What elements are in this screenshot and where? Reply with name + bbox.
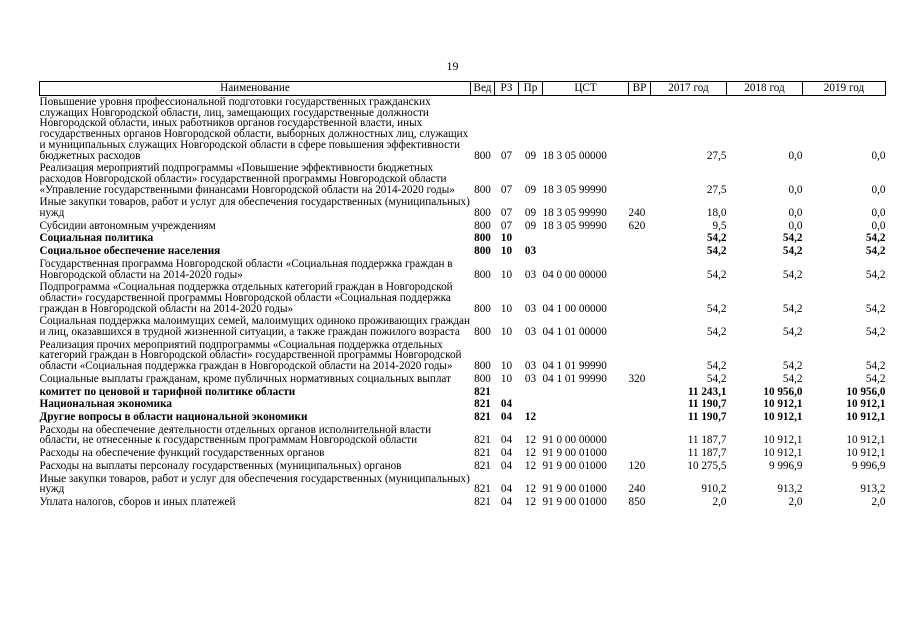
row-pr: 12 xyxy=(524,495,537,508)
row-vr xyxy=(629,339,651,373)
row-value-2018: 10 912,1 xyxy=(763,410,803,423)
row-pr: 03 xyxy=(524,372,537,385)
row-value-2017: 11 187,7 xyxy=(687,434,727,447)
row-vr xyxy=(629,162,651,196)
table-row xyxy=(40,162,886,196)
row-pr: 09 xyxy=(524,149,537,162)
table-header xyxy=(40,82,886,96)
row-cst: 91 9 00 01000 xyxy=(542,459,607,472)
row-pr: 12 xyxy=(524,483,537,496)
row-ved: 800 xyxy=(474,207,491,220)
row-value-2018: 54,2 xyxy=(782,326,803,339)
row-name: Национальная экономика xyxy=(39,398,172,411)
row-ved: 821 xyxy=(474,385,491,398)
header-pr: Пр xyxy=(519,82,543,96)
row-vr: 620 xyxy=(628,219,646,232)
row-value-2019: 0,0 xyxy=(871,219,886,232)
row-cst: 04 1 01 00000 xyxy=(542,326,607,339)
row-value-2019: 54,2 xyxy=(865,372,886,385)
row-name: Расходы на выплаты персоналу государственных (муниципальных) органов xyxy=(39,459,402,472)
row-name: Расходы на обеспечение функций государственных органов xyxy=(39,447,325,460)
row-rz: 10 xyxy=(500,372,513,385)
row-value-2018: 0,0 xyxy=(788,207,803,220)
row-value-2017: 27,5 xyxy=(706,149,727,162)
row-pr xyxy=(519,232,543,245)
table-row xyxy=(40,424,886,447)
header-ved: Вед xyxy=(471,82,495,96)
row-vr xyxy=(629,411,651,424)
row-value-2017: 54,2 xyxy=(706,360,727,373)
row-name: Государственная программа Новгородской области «Социальная поддержка граждан в Новгородской области на 2014-2020 годы» xyxy=(39,257,453,281)
table-row xyxy=(40,496,886,509)
row-rz xyxy=(495,386,519,399)
row-value-2017: 54,2 xyxy=(706,326,727,339)
row-value-2018: 0,0 xyxy=(788,183,803,196)
row-ved: 800 xyxy=(474,326,491,339)
row-name: Иные закупки товаров, работ и услуг для обеспечения государственных (муниципальных) нужд xyxy=(39,472,470,496)
header-2019: 2019 год xyxy=(803,82,886,96)
row-value-2019: 10 912,1 xyxy=(846,447,886,460)
row-value-2018: 2,0 xyxy=(788,495,803,508)
row-value-2017: 11 187,7 xyxy=(687,447,727,460)
row-value-2019: 54,2 xyxy=(865,232,886,245)
row-vr xyxy=(629,281,651,315)
row-cst: 04 1 00 00000 xyxy=(542,302,607,315)
row-pr: 12 xyxy=(524,410,537,423)
row-value-2019: 10 912,1 xyxy=(846,410,886,423)
row-value-2017: 54,2 xyxy=(706,232,727,245)
row-name: Социальное обеспечение населения xyxy=(39,245,221,258)
table-row xyxy=(40,447,886,460)
row-pr: 09 xyxy=(524,183,537,196)
row-pr: 09 xyxy=(524,219,537,232)
row-value-2019: 54,2 xyxy=(865,245,886,258)
row-name: комитет по ценовой и тарифной политике области xyxy=(39,385,296,398)
row-cst: 18 3 05 99990 xyxy=(542,207,607,220)
header-cst: ЦСТ xyxy=(543,82,629,96)
row-ved: 821 xyxy=(474,410,491,423)
header-2017: 2017 год xyxy=(651,82,727,96)
header-row xyxy=(40,82,886,96)
table-row xyxy=(40,473,886,496)
row-value-2018: 54,2 xyxy=(782,232,803,245)
row-vr xyxy=(629,245,651,258)
row-value-2019: 54,2 xyxy=(865,360,886,373)
table-row xyxy=(40,460,886,473)
row-vr xyxy=(629,447,651,460)
row-cst: 18 3 05 00000 xyxy=(542,149,607,162)
header-name: Наименование xyxy=(40,82,471,96)
row-cst: 91 9 00 01000 xyxy=(542,447,607,460)
row-vr xyxy=(629,232,651,245)
table-row xyxy=(40,245,886,258)
row-cst xyxy=(543,245,629,258)
row-pr xyxy=(519,398,543,411)
row-pr: 03 xyxy=(524,302,537,315)
table-row xyxy=(40,281,886,315)
row-value-2018: 54,2 xyxy=(782,372,803,385)
row-pr: 03 xyxy=(524,245,537,258)
row-name: Подпрограмма «Социальная поддержка отдельных категорий граждан в Новгородской области» государственной программы Новгородской области «Социальная поддержка граждан в Новгородской области на 2014-2020 годы» xyxy=(39,281,453,315)
row-ved: 800 xyxy=(474,360,491,373)
row-value-2018: 10 956,0 xyxy=(763,385,803,398)
row-ved: 821 xyxy=(474,434,491,447)
header-2018: 2018 год xyxy=(727,82,803,96)
row-value-2017: 910,2 xyxy=(701,483,727,496)
row-rz: 04 xyxy=(500,410,513,423)
row-pr: 03 xyxy=(524,360,537,373)
row-value-2017: 54,2 xyxy=(706,245,727,258)
row-vr xyxy=(629,386,651,399)
row-cst: 91 9 00 01000 xyxy=(542,495,607,508)
header-vr: ВР xyxy=(629,82,651,96)
table-row xyxy=(40,373,886,386)
table-row xyxy=(40,315,886,338)
row-value-2019: 0,0 xyxy=(871,183,886,196)
row-rz: 10 xyxy=(500,232,513,245)
row-rz: 07 xyxy=(500,207,513,220)
row-name: Реализация прочих мероприятий подпрограммы «Социальная поддержка отдельных категорий граждан в Новгородской области» государственной программы Новгородской области «Социальная поддержка граждан в Новгородской области на 2014-2020 годы» xyxy=(39,338,462,373)
row-name: Расходы на обеспечение деятельности отдельных органов исполнительной власти области, не отнесенные к государственным программам Новгородской области xyxy=(39,423,432,447)
row-value-2017: 10 275,5 xyxy=(687,459,727,472)
row-value-2017: 18,0 xyxy=(706,207,727,220)
row-rz: 10 xyxy=(500,326,513,339)
row-value-2019: 0,0 xyxy=(871,207,886,220)
table-row xyxy=(40,220,886,233)
row-vr: 320 xyxy=(628,372,646,385)
table-row xyxy=(40,339,886,373)
row-value-2019: 9 996,9 xyxy=(851,459,886,472)
row-value-2019: 10 912,1 xyxy=(846,398,886,411)
row-pr: 09 xyxy=(524,207,537,220)
row-value-2018: 9 996,9 xyxy=(768,459,803,472)
row-value-2017: 11 190,7 xyxy=(687,410,727,423)
row-value-2017: 54,2 xyxy=(706,302,727,315)
row-vr: 120 xyxy=(628,459,646,472)
row-rz: 07 xyxy=(500,219,513,232)
row-value-2019: 54,2 xyxy=(865,302,886,315)
row-rz: 10 xyxy=(500,245,513,258)
row-ved: 800 xyxy=(474,232,491,245)
row-name: Социальные выплаты гражданам, кроме публичных нормативных социальных выплат xyxy=(39,372,451,385)
row-value-2019: 10 912,1 xyxy=(846,434,886,447)
row-rz: 10 xyxy=(500,268,513,281)
row-vr xyxy=(629,398,651,411)
row-value-2018: 54,2 xyxy=(782,302,803,315)
row-cst xyxy=(543,411,629,424)
row-ved: 821 xyxy=(474,495,491,508)
row-name: Повышение уровня профессиональной подготовки государственных гражданских служащих Новгородской области, лиц, замещающих государственные должности Новгородской области, иных работников органов государственной власти, иных государственных органов Новгородской области, выборных должностных лиц, служащих и муниципальных служащих Новгородской области в сфере повышения эффективности бюджетных расходов xyxy=(39,96,469,162)
row-value-2018: 10 912,1 xyxy=(763,447,803,460)
table-row xyxy=(40,232,886,245)
row-vr: 850 xyxy=(628,495,646,508)
row-rz: 04 xyxy=(500,483,513,496)
row-rz: 10 xyxy=(500,360,513,373)
row-rz: 04 xyxy=(500,459,513,472)
row-name: Реализация мероприятий подпрограммы «Повышение эффективности бюджетных расходов Новгородской области» государственной программы Новгородской области «Управление государственными финансами Новгородской области на 2014-2020 годы» xyxy=(39,162,455,196)
row-vr: 240 xyxy=(628,207,646,220)
row-name: Социальная поддержка малоимущих семей, малоимущих одиноко проживающих граждан и лиц, оказавшихся в трудной жизненной ситуации, а также граждан пожилого возраста xyxy=(39,315,470,339)
row-ved: 800 xyxy=(474,302,491,315)
row-rz: 04 xyxy=(500,447,513,460)
row-value-2018: 10 912,1 xyxy=(763,398,803,411)
row-vr xyxy=(629,258,651,281)
row-rz: 07 xyxy=(500,149,513,162)
table-row xyxy=(40,96,886,163)
table-body xyxy=(40,96,886,509)
row-cst xyxy=(543,232,629,245)
row-rz: 10 xyxy=(500,302,513,315)
row-pr: 12 xyxy=(524,434,537,447)
row-pr: 12 xyxy=(524,459,537,472)
row-cst: 18 3 05 99990 xyxy=(542,183,607,196)
row-cst: 04 1 01 99990 xyxy=(542,360,607,373)
row-pr: 03 xyxy=(524,326,537,339)
row-name: Уплата налогов, сборов и иных платежей xyxy=(39,495,236,508)
row-cst: 18 3 05 99990 xyxy=(542,219,607,232)
header-rz: РЗ xyxy=(495,82,519,96)
row-cst xyxy=(543,398,629,411)
budget-table xyxy=(39,81,886,509)
row-value-2017: 27,5 xyxy=(706,183,727,196)
row-name: Социальная политика xyxy=(39,232,154,245)
row-name: Другие вопросы в области национальной экономики xyxy=(39,410,308,423)
row-value-2017: 11 190,7 xyxy=(687,398,727,411)
row-value-2018: 913,2 xyxy=(777,483,803,496)
page-number: 19 xyxy=(446,59,459,73)
row-cst xyxy=(543,386,629,399)
row-vr xyxy=(629,424,651,447)
row-name: Субсидии автономным учреждениям xyxy=(39,219,216,232)
row-cst: 04 0 00 00000 xyxy=(542,268,607,281)
table-row xyxy=(40,196,886,219)
table-row xyxy=(40,386,886,399)
row-value-2019: 0,0 xyxy=(871,149,886,162)
table-row xyxy=(40,411,886,424)
row-value-2019: 54,2 xyxy=(865,268,886,281)
row-ved: 800 xyxy=(474,149,491,162)
row-ved: 800 xyxy=(474,219,491,232)
row-value-2018: 54,2 xyxy=(782,360,803,373)
row-vr: 240 xyxy=(628,483,646,496)
row-value-2019: 2,0 xyxy=(871,495,886,508)
row-value-2017: 11 243,1 xyxy=(687,385,727,398)
row-vr xyxy=(629,315,651,338)
row-rz: 04 xyxy=(500,398,513,411)
row-ved: 821 xyxy=(474,398,491,411)
row-rz: 04 xyxy=(500,495,513,508)
row-ved: 821 xyxy=(474,447,491,460)
row-ved: 821 xyxy=(474,483,491,496)
row-value-2018: 54,2 xyxy=(782,268,803,281)
row-pr xyxy=(519,386,543,399)
row-ved: 800 xyxy=(474,183,491,196)
row-value-2019: 10 956,0 xyxy=(846,385,886,398)
row-value-2019: 54,2 xyxy=(865,326,886,339)
row-value-2018: 0,0 xyxy=(788,219,803,232)
row-value-2019: 913,2 xyxy=(860,483,886,496)
row-rz: 07 xyxy=(500,183,513,196)
row-value-2018: 54,2 xyxy=(782,245,803,258)
row-vr xyxy=(629,96,651,163)
row-pr: 12 xyxy=(524,447,537,460)
row-ved: 800 xyxy=(474,372,491,385)
row-ved: 800 xyxy=(474,268,491,281)
row-ved: 821 xyxy=(474,459,491,472)
row-rz: 04 xyxy=(500,434,513,447)
row-value-2018: 10 912,1 xyxy=(763,434,803,447)
row-name: Иные закупки товаров, работ и услуг для обеспечения государственных (муниципальных) нужд xyxy=(39,196,470,220)
row-pr: 03 xyxy=(524,268,537,281)
row-value-2018: 0,0 xyxy=(788,149,803,162)
row-value-2017: 2,0 xyxy=(712,495,727,508)
table-row xyxy=(40,398,886,411)
row-cst: 04 1 01 99990 xyxy=(542,372,607,385)
table-row xyxy=(40,258,886,281)
row-value-2017: 9,5 xyxy=(712,219,727,232)
row-cst: 91 0 00 00000 xyxy=(542,434,607,447)
row-value-2017: 54,2 xyxy=(706,268,727,281)
row-ved: 800 xyxy=(474,245,491,258)
row-value-2017: 54,2 xyxy=(706,372,727,385)
row-cst: 91 9 00 01000 xyxy=(542,483,607,496)
